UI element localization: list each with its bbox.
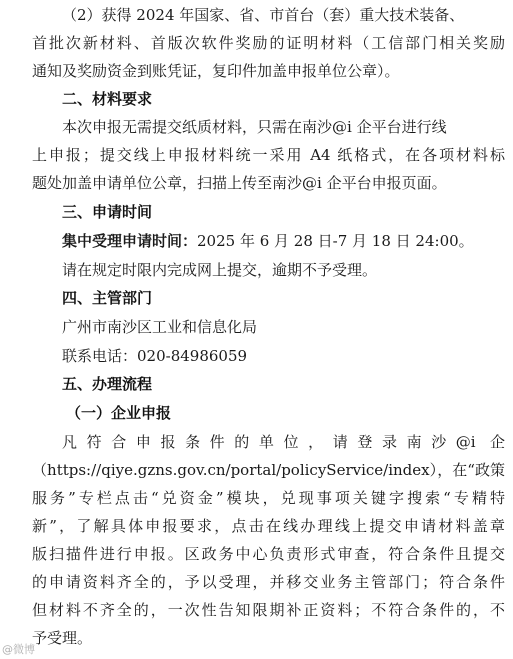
watermark: @微博 — [2, 643, 35, 656]
section5-line-2: （https://qiye.gzns.gov.cn/portal/policyService/index），在“政策 — [32, 461, 505, 479]
section3-heading: 三、申请时间 — [62, 203, 153, 221]
deadline-note: 请在规定时限内完成网上提交，逾期不予受理。 — [62, 261, 378, 279]
application-time-label: 集中受理申请时间： — [62, 232, 198, 250]
section5-line-4: 新”，了解具体申报要求，点击在线办理线上提交申请材料盖章 — [32, 517, 505, 535]
section5-subheading: （一）企业申报 — [66, 404, 172, 422]
section5-line-6: 的申请资料齐全的，予以受理，并移交业务主管部门；符合条件 — [32, 573, 505, 591]
section5-line-5: 版扫描件进行申报。区政务中心负责形式审查，符合条件且提交 — [32, 545, 505, 563]
section5-line-7: 但材料不齐全的，一次性告知限期补正资料；不符合条件的，不 — [32, 601, 505, 619]
contact-phone: 联系电话：020-84986059 — [62, 347, 248, 365]
section5-line-3: 服务”专栏点击“兑资金”模块，兑现事项关键字搜索“专精特 — [32, 489, 505, 507]
application-time — [62, 227, 505, 255]
para2-line-2: 首批次新材料、首版次软件奖励的证明材料（工信部门相关奖励 — [32, 34, 505, 52]
section2-line-2: 上申报；提交线上申报材料统一采用 A4 纸格式，在各项材料标 — [32, 146, 505, 164]
para2-line-1: （2）获得 2024 年国家、省、市首台（套）重大技术装备、 — [62, 6, 465, 24]
section2-line-1: 本次申报无需提交纸质材料，只需在南沙@i 企平台进行线 — [62, 118, 447, 136]
section5-line-1: 凡符合申报条件的单位，请登录南沙@i 企 — [62, 433, 505, 451]
section2-line-3: 题处加盖申请单位公章，扫描上传至南沙@i 企平台申报页面。 — [32, 174, 447, 192]
section5-line-8: 予受理。 — [32, 629, 93, 647]
department-name: 广州市南沙区工业和信息化局 — [62, 318, 258, 336]
section5-heading: 五、办理流程 — [62, 375, 153, 393]
application-time-value: 2025 年 6 月 28 日-7 月 18 日 24:00。 — [197, 232, 474, 250]
para2-line-3: 通知及奖励资金到账凭证，复印件加盖申报单位公章）。 — [32, 62, 400, 80]
section4-heading: 四、主管部门 — [62, 289, 153, 307]
section2-heading: 二、材料要求 — [62, 90, 153, 108]
